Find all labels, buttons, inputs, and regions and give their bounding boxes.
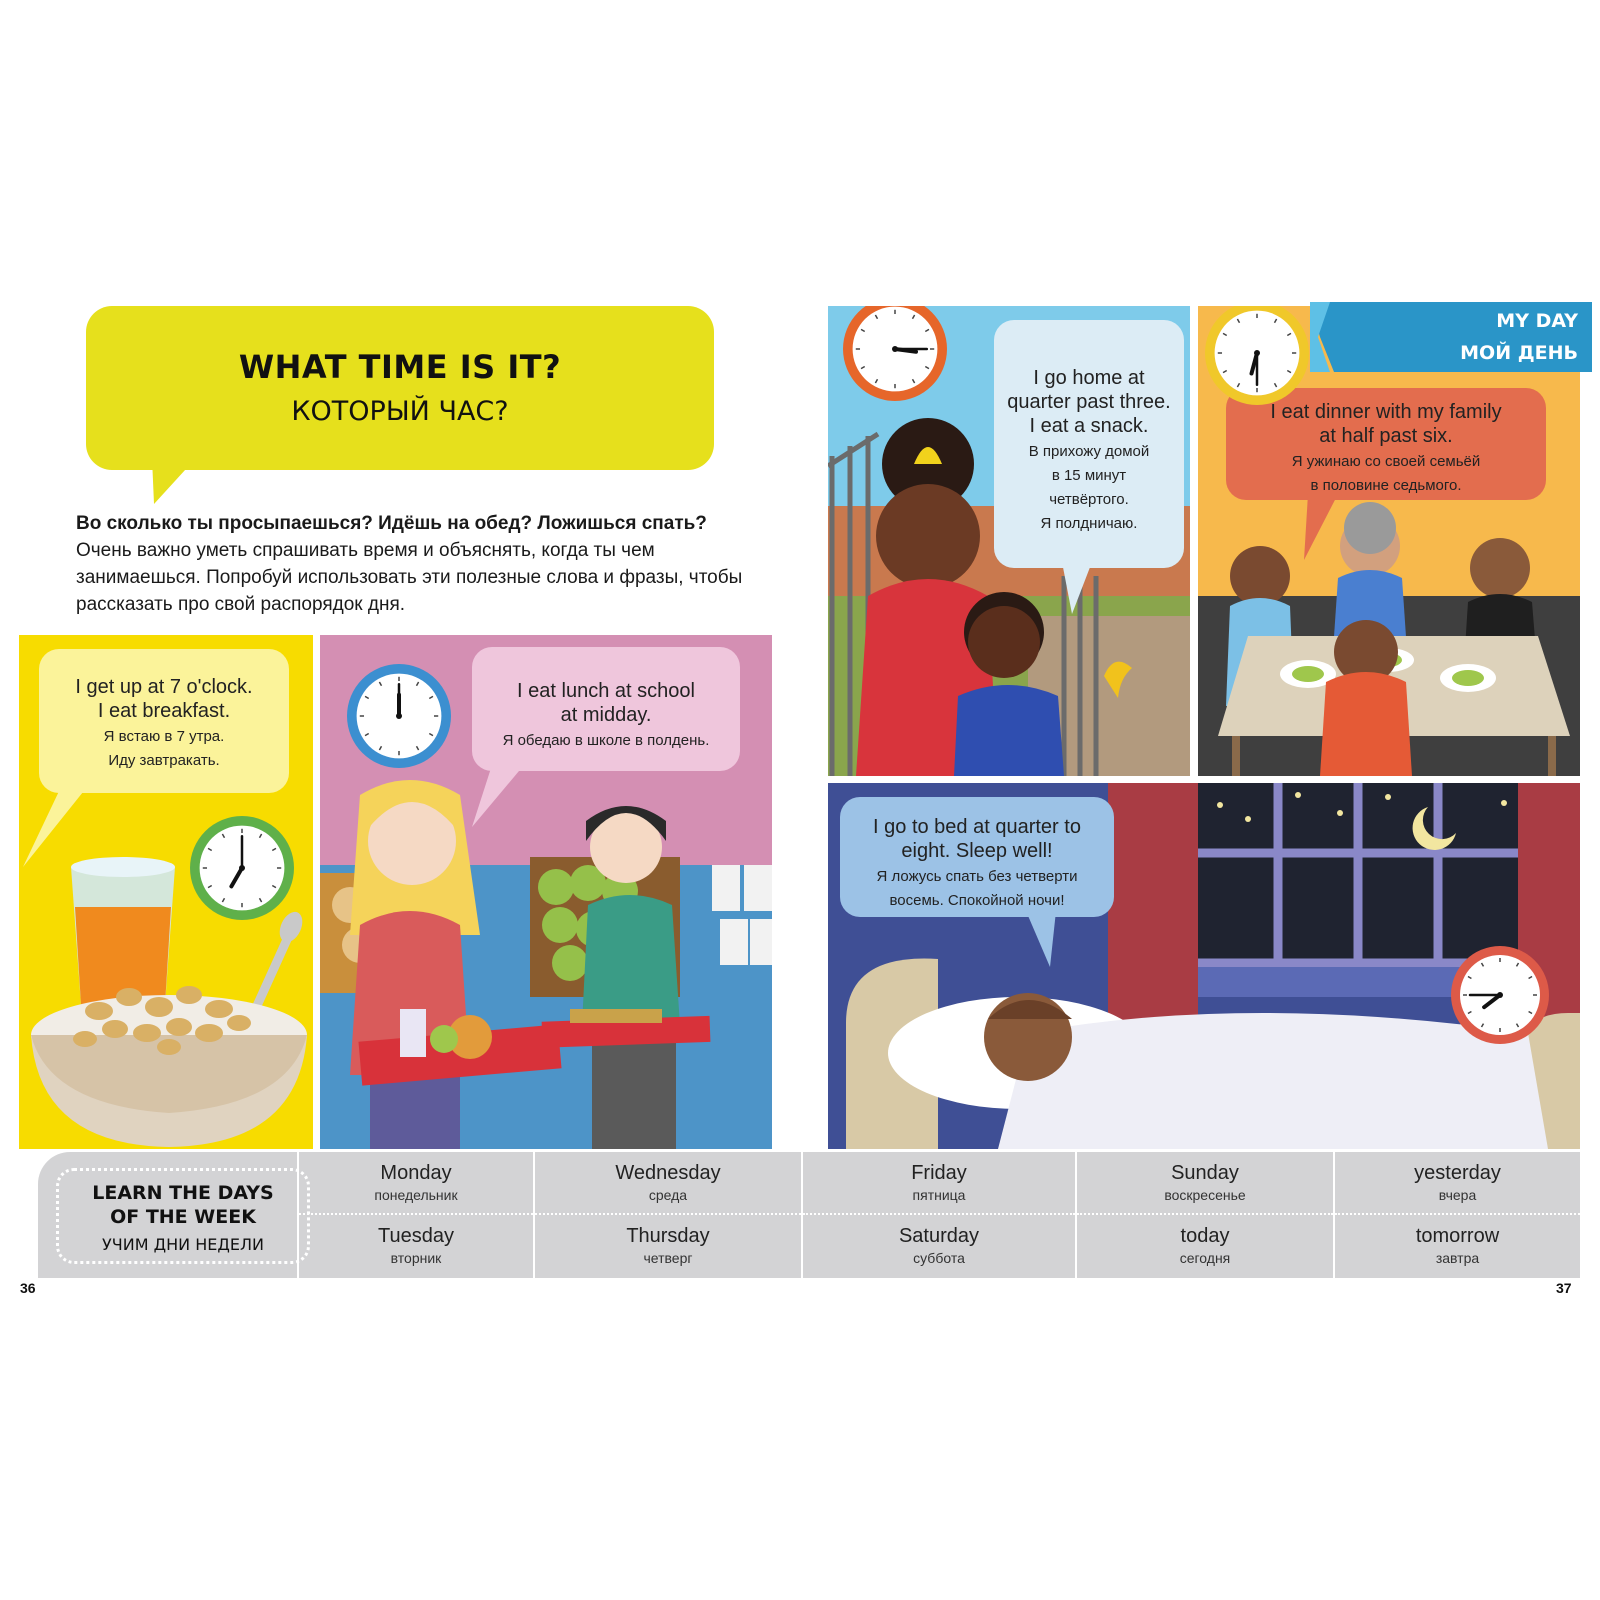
speech-tail bbox=[1062, 562, 1112, 618]
day-cell bbox=[803, 1152, 1075, 1215]
learn-days-title-2: OF THE WEEK bbox=[110, 1206, 256, 1228]
day-cell bbox=[1335, 1215, 1580, 1278]
speech-bubble-lunch bbox=[472, 647, 740, 771]
intro-question: Во сколько ты просыпаешься? Идёшь на обед? Ложишься спать? bbox=[76, 513, 707, 534]
clock-hub bbox=[396, 713, 402, 719]
day-en: tomorrow bbox=[1415, 1225, 1500, 1247]
panel-bed bbox=[828, 783, 1580, 1149]
day-ru: суббота bbox=[913, 1250, 965, 1266]
speech-tail bbox=[1304, 494, 1344, 564]
clock-quarter-past-three-icon bbox=[842, 306, 948, 402]
speech-bubble-home bbox=[994, 320, 1184, 568]
panel-lunch bbox=[320, 635, 772, 1149]
speech-bubble-bed bbox=[840, 797, 1114, 917]
clock-midday-icon bbox=[346, 663, 452, 769]
panel-breakfast bbox=[19, 635, 313, 1149]
caption-en-line: quarter past three. bbox=[1007, 391, 1171, 413]
days-column bbox=[297, 1152, 533, 1278]
caption-ru-line: в 15 минут bbox=[1051, 467, 1127, 484]
clock-face bbox=[346, 663, 452, 769]
day-en: yesterday bbox=[1414, 1162, 1501, 1184]
day-cell bbox=[299, 1215, 533, 1278]
caption-en-line: I eat a snack. bbox=[1029, 415, 1149, 437]
intro-text bbox=[76, 510, 766, 618]
page-title: WHAT TIME IS IT? bbox=[238, 348, 562, 386]
day-ru: понедельник bbox=[374, 1187, 458, 1203]
caption-ru-line: восемь. Спокойной ночи! bbox=[889, 892, 1065, 909]
days-column bbox=[533, 1152, 801, 1278]
caption-en-line: I eat breakfast. bbox=[97, 700, 231, 722]
speech-bubble-breakfast bbox=[39, 649, 289, 793]
clock-hub bbox=[892, 346, 898, 352]
caption-en-line: eight. Sleep well! bbox=[901, 840, 1053, 862]
day-ru: завтра bbox=[1435, 1250, 1480, 1266]
days-column bbox=[801, 1152, 1075, 1278]
caption-ru-line: Я ужинаю со своей семьёй bbox=[1291, 453, 1481, 470]
page-title-ru: КОТОРЫЙ ЧАС? bbox=[291, 396, 509, 427]
day-cell bbox=[299, 1152, 533, 1215]
speech-tail bbox=[1026, 911, 1066, 971]
page-number-left: 36 bbox=[20, 1280, 36, 1296]
clock-face bbox=[189, 815, 295, 921]
caption-ru-line: в половине седьмого. bbox=[1310, 477, 1462, 494]
clock-hub bbox=[1254, 350, 1260, 356]
clock-face bbox=[1450, 945, 1550, 1045]
caption-en-line: at half past six. bbox=[1319, 425, 1453, 447]
clock-face bbox=[1204, 306, 1310, 406]
speech-tail bbox=[472, 765, 532, 831]
caption-en-line: I get up at 7 o'clock. bbox=[75, 676, 253, 698]
learn-days-title-ru: УЧИМ ДНИ НЕДЕЛИ bbox=[102, 1235, 264, 1254]
clock-face bbox=[842, 306, 948, 402]
day-ru: сегодня bbox=[1179, 1250, 1231, 1266]
day-en: Thursday bbox=[626, 1225, 710, 1247]
caption-ru-line: Я полдничаю. bbox=[1040, 515, 1138, 532]
day-cell bbox=[1335, 1152, 1580, 1215]
caption-en-line: at midday. bbox=[560, 704, 652, 726]
day-cell bbox=[1077, 1152, 1333, 1215]
day-en: Monday bbox=[380, 1162, 452, 1184]
title-bubble bbox=[86, 306, 714, 470]
banner-title: MY DAY bbox=[1496, 310, 1578, 332]
day-ru: пятница bbox=[912, 1187, 966, 1203]
days-column bbox=[1333, 1152, 1580, 1278]
caption-en-line: I go home at bbox=[1033, 367, 1145, 389]
day-en: Friday bbox=[911, 1162, 967, 1184]
title-bubble-tail bbox=[152, 458, 202, 506]
intro-paragraph: Очень важно уметь спрашивать время и объяснять, когда ты чем занимаешься. Попробуй использовать эти полезные слова и фразы, чтобы рассказать про свой распорядок дня. bbox=[76, 540, 743, 615]
day-ru: среда bbox=[648, 1187, 688, 1203]
clock-quarter-to-eight-icon bbox=[1450, 945, 1550, 1045]
day-ru: вторник bbox=[390, 1250, 442, 1266]
caption-ru-line: Я ложусь спать без четверти bbox=[876, 868, 1078, 885]
caption-en-line: I eat dinner with my family bbox=[1270, 401, 1502, 423]
banner-title-ru: МОЙ ДЕНЬ bbox=[1460, 342, 1578, 364]
page-number-right: 37 bbox=[1556, 1280, 1572, 1296]
day-en: Tuesday bbox=[378, 1225, 454, 1247]
caption-ru-line: четвёртого. bbox=[1049, 491, 1129, 508]
day-en: Saturday bbox=[898, 1225, 980, 1247]
day-en: today bbox=[1180, 1225, 1230, 1247]
panel-dinner bbox=[1198, 306, 1580, 776]
caption-ru-line: В прихожу домой bbox=[1028, 443, 1150, 460]
day-cell bbox=[535, 1215, 801, 1278]
day-cell bbox=[1077, 1215, 1333, 1278]
day-en: Sunday bbox=[1171, 1162, 1239, 1184]
section-banner bbox=[1310, 302, 1592, 372]
speech-tail bbox=[23, 787, 93, 871]
learn-days-title: LEARN THE DAYS bbox=[92, 1182, 274, 1204]
day-cell bbox=[803, 1215, 1075, 1278]
day-ru: воскресенье bbox=[1164, 1187, 1246, 1203]
clock-hub bbox=[1497, 992, 1503, 998]
caption-ru-line: Я встаю в 7 утра. bbox=[103, 728, 225, 745]
clock-hub bbox=[239, 865, 245, 871]
panel-home bbox=[828, 306, 1190, 776]
days-column bbox=[1075, 1152, 1333, 1278]
day-en: Wednesday bbox=[615, 1162, 721, 1184]
clock-half-past-six-icon bbox=[1204, 306, 1310, 406]
day-ru: вчера bbox=[1438, 1187, 1477, 1203]
caption-ru-line: Иду завтракать. bbox=[108, 752, 220, 769]
day-ru: четверг bbox=[643, 1250, 693, 1266]
caption-en-line: I eat lunch at school bbox=[517, 680, 695, 702]
caption-ru-line: Я обедаю в школе в полдень. bbox=[502, 732, 710, 749]
learn-days-box bbox=[56, 1168, 310, 1264]
day-cell bbox=[535, 1152, 801, 1215]
caption-en-line: I go to bed at quarter to bbox=[873, 816, 1081, 838]
clock-7-oclock-icon bbox=[189, 815, 295, 921]
